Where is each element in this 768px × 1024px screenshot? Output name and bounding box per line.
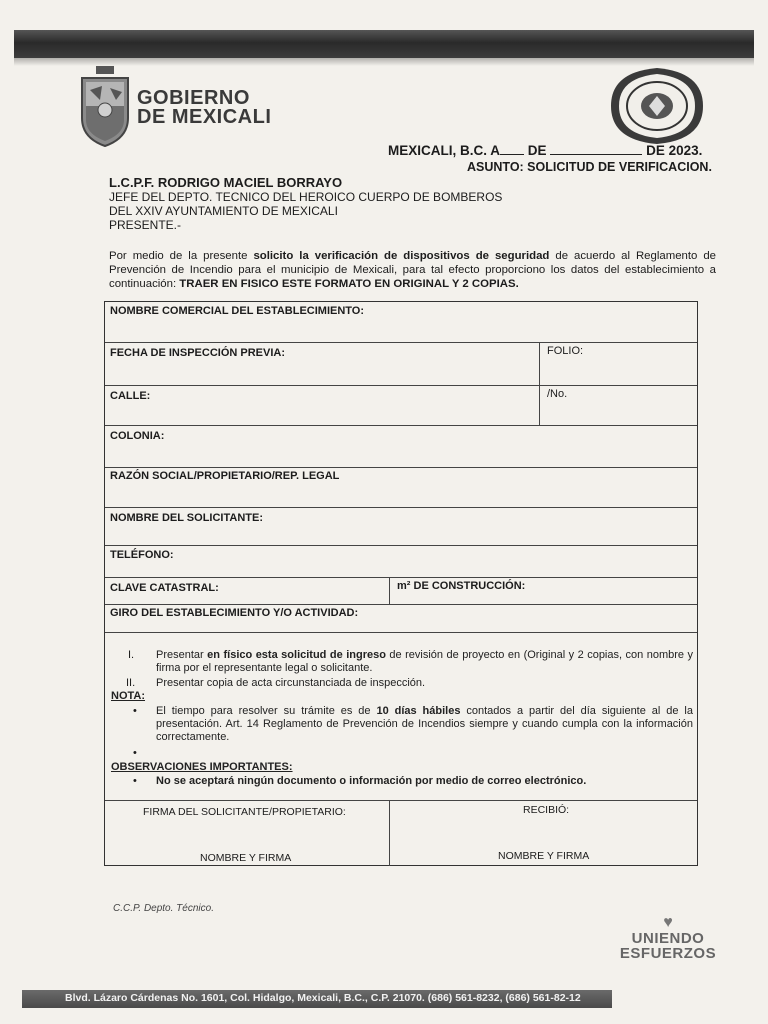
day-blank [500,143,524,155]
item-i-b: en físico esta solicitud de ingreso [207,649,386,661]
label-telefono: TELÉFONO: [110,549,174,561]
mexicali-shield-logo [78,66,132,148]
label-firma-solicitante: FIRMA DEL SOLICITANTE/PROPIETARIO: [143,806,346,818]
heart-icon: ♥ [663,914,673,931]
addressee-block [109,176,502,232]
row-razon-social[interactable] [105,467,697,507]
bomberos-seal [601,64,713,148]
label-clave-catastral: CLAVE CATASTRAL: [110,582,219,594]
row-signatures [105,800,697,865]
item-ii-text: Presentar copia de acta circunstanciada de inspección. [156,677,426,689]
nota-text [156,705,693,744]
label-folio: FOLIO: [547,345,584,357]
label-fecha-inspeccion: FECHA DE INSPECCIÓN PREVIA: [110,347,286,359]
label-colonia: COLONIA: [110,430,165,442]
nota-title: NOTA: [111,690,146,702]
label-razon-social: RAZÓN SOCIAL/PROPIETARIO/REP. LEGAL [110,470,340,482]
intro-text-1: Por medio de la presente [109,250,254,262]
row-solicitante[interactable] [105,507,697,545]
label-nombre-firma-left: NOMBRE Y FIRMA [200,852,292,864]
verification-form [104,301,698,866]
row-giro[interactable] [105,604,697,632]
intro-bold-2: TRAER EN FISICO ESTE FORMATO EN ORIGINAL Y 2 COPIAS. [179,278,519,290]
intro-paragraph [109,249,716,291]
intro-bold-1: solicito la verificación de dispositivos de seguridad [253,250,550,262]
slogan-line-2: ESFUERZOS [619,945,717,962]
row-calle-numero [105,385,697,425]
bullet-icon: • [133,705,137,717]
row-fecha-folio [105,342,697,385]
date-prefix: MEXICALI, B.C. A [388,143,501,158]
row-instructions [105,632,697,800]
row-clave-m2 [105,577,697,604]
label-nombre-firma-right: NOMBRE Y FIRMA [498,850,590,862]
divider [539,343,540,386]
date-line [388,143,702,158]
row-telefono[interactable] [105,545,697,577]
addressee-name: L.C.P.F. RODRIGO MACIEL BORRAYO [109,175,343,190]
month-blank [550,143,642,155]
gobierno-wordmark [137,89,271,127]
label-giro: GIRO DEL ESTABLECIMIENTO Y/O ACTIVIDAD: [110,607,359,619]
item-i-number: I. [128,649,135,661]
nota-b: 10 días hábiles [376,705,461,717]
label-m2-construccion: m² DE CONSTRUCCIÓN: [397,580,526,592]
addressee-line-2: DEL XXIV AYUNTAMIENTO DE MEXICALI [109,204,338,218]
divider [389,578,390,605]
row-colonia[interactable] [105,425,697,467]
label-recibio: RECIBIÓ: [523,804,570,816]
label-numero: /No. [547,388,568,400]
date-suffix: DE 2023. [646,143,703,158]
slogan-line-1: UNIENDO [631,930,705,947]
addressee-line-3: PRESENTE.- [109,218,182,232]
row-nombre-comercial[interactable] [105,302,697,342]
uniendo-esfuerzos-logo [613,915,723,961]
address-text: Blvd. Lázaro Cárdenas No. 1601, Col. Hidalgo, Mexicali, B.C., C.P. 21070. (686) 561-8232, (686) 561-82-12 [65,992,581,1004]
ccp-note: C.C.P. Depto. Técnico. [113,903,214,914]
date-mid: DE [527,143,547,158]
nota-a: El tiempo para resolver su trámite es de [156,705,377,717]
observaciones-title: OBSERVACIONES IMPORTANTES: [111,761,293,773]
item-i-a: Presentar [156,649,208,661]
observaciones-text: No se aceptará ningún documento o información por medio de correo electrónico. [156,775,587,787]
intro-text-2: de acuerdo al Reglamento de Prevención de Incendio para el municipio de Mexicali, para tal efecto proporciono los datos del establecimiento a continuación: [109,250,716,290]
label-nombre-comercial: NOMBRE COMERCIAL DEL ESTABLECIMIENTO: [110,305,365,317]
scan-top-bar [14,30,754,58]
gov-line-1: GOBIERNO [137,87,250,109]
bullet-icon: • [133,775,137,787]
subject-line: ASUNTO: SOLICITUD DE VERIFICACION. [467,160,712,174]
divider [389,801,390,866]
divider [539,386,540,426]
item-i-text [156,649,693,675]
bullet-icon: • [133,747,137,759]
gov-line-2: DE MEXICALI [137,106,272,128]
item-i-c: de revisión de proyecto en (Original y 2 copias, con nombre y firma por el representante legal o solicitante. [156,649,694,674]
label-solicitante: NOMBRE DEL SOLICITANTE: [110,512,263,524]
addressee-line-1: JEFE DEL DEPTO. TECNICO DEL HEROICO CUERPO DE BOMBEROS [109,190,503,204]
label-calle: CALLE: [110,390,151,402]
nota-c: contados a partir del día siguiente al de la presentación. Art. 14 Reglamento de Prevención de Incendios siempre y cuando cumpla con la información correctamente. [156,705,693,743]
item-ii-number: II. [126,677,136,689]
